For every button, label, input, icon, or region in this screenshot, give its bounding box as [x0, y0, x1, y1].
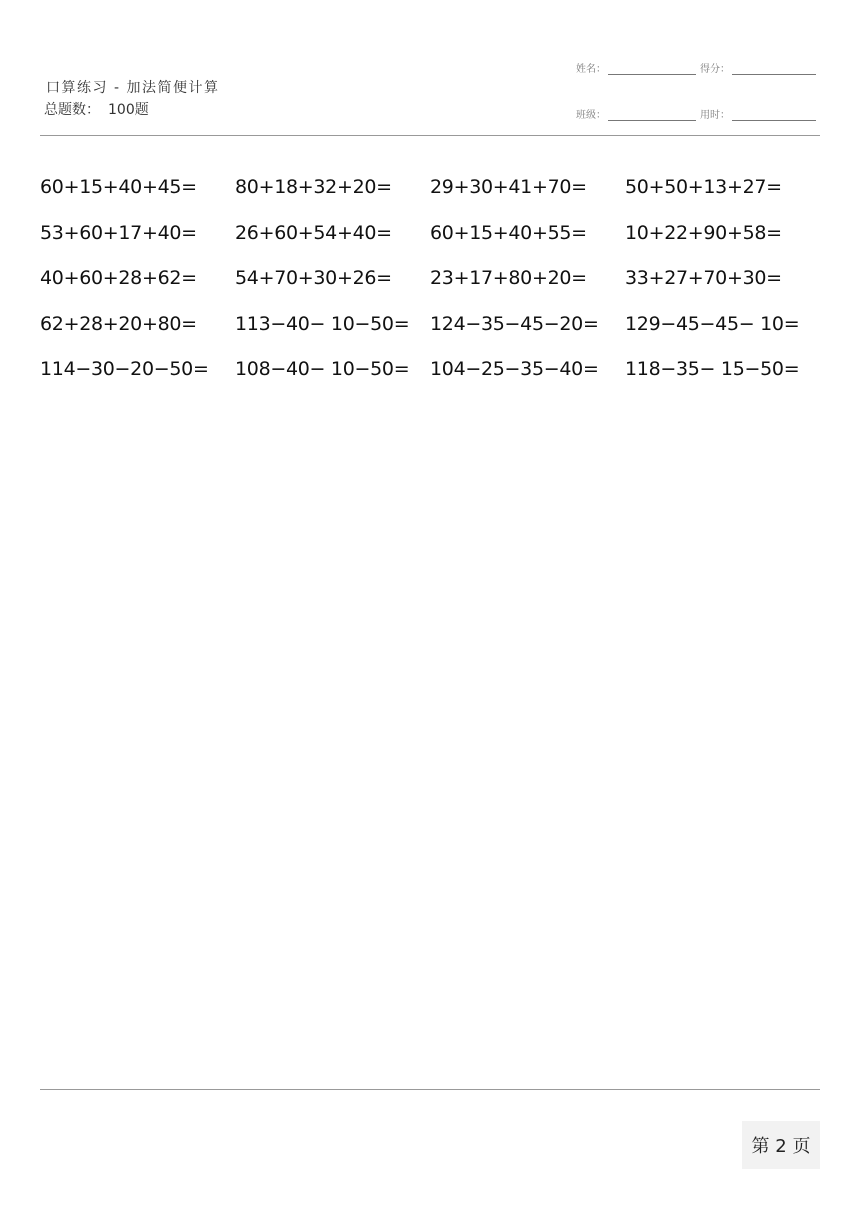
problem-item: 53+60+17+40= [40, 221, 197, 244]
page-number: 第 2 页 [742, 1121, 820, 1169]
problem-item: 23+17+80+20= [430, 267, 587, 289]
problem-item: 129−45−45− 10= [625, 312, 800, 335]
problem-item: 10+22+90+58= [625, 221, 782, 244]
problem-item: 118−35− 15−50= [625, 358, 800, 380]
total-questions-label: 总题数： [44, 102, 100, 118]
problem-item: 108−40− 10−50= [235, 358, 410, 380]
total-questions [44, 100, 219, 120]
problem-item: 60+15+40+45= [40, 176, 197, 198]
problem-item: 80+18+32+20= [235, 176, 392, 198]
score-label: 得分： [700, 64, 730, 75]
problem-item: 29+30+41+70= [430, 176, 587, 198]
score-blank [732, 62, 816, 75]
worksheet-title: 口算练习 - 加法简便计算 [46, 80, 220, 96]
problem-item: 113−40− 10−50= [235, 312, 410, 335]
problem-item: 33+27+70+30= [625, 267, 782, 289]
name-field [576, 60, 696, 75]
name-label: 姓名： [576, 64, 606, 75]
problem-item: 26+60+54+40= [235, 221, 392, 244]
problem-item: 40+60+28+62= [40, 267, 197, 289]
header-divider [40, 135, 820, 136]
problem-item: 54+70+30+26= [235, 267, 392, 289]
class-field [576, 106, 696, 121]
problem-item: 50+50+13+27= [625, 176, 782, 198]
class-label: 班级： [576, 110, 606, 121]
total-questions-value: 100题 [108, 102, 149, 118]
score-field [700, 60, 816, 75]
problem-item: 62+28+20+80= [40, 312, 197, 335]
time-blank [732, 108, 816, 121]
time-field [700, 106, 816, 121]
footer-divider [40, 1089, 820, 1090]
problem-grid [40, 172, 820, 400]
problem-item: 114−30−20−50= [40, 358, 209, 380]
class-blank [608, 108, 696, 121]
name-blank [608, 62, 696, 75]
worksheet-header [44, 78, 219, 120]
time-label: 用时： [700, 110, 730, 121]
problem-item: 60+15+40+55= [430, 221, 587, 244]
problem-item: 104−25−35−40= [430, 358, 599, 380]
problem-item: 124−35−45−20= [430, 312, 599, 335]
